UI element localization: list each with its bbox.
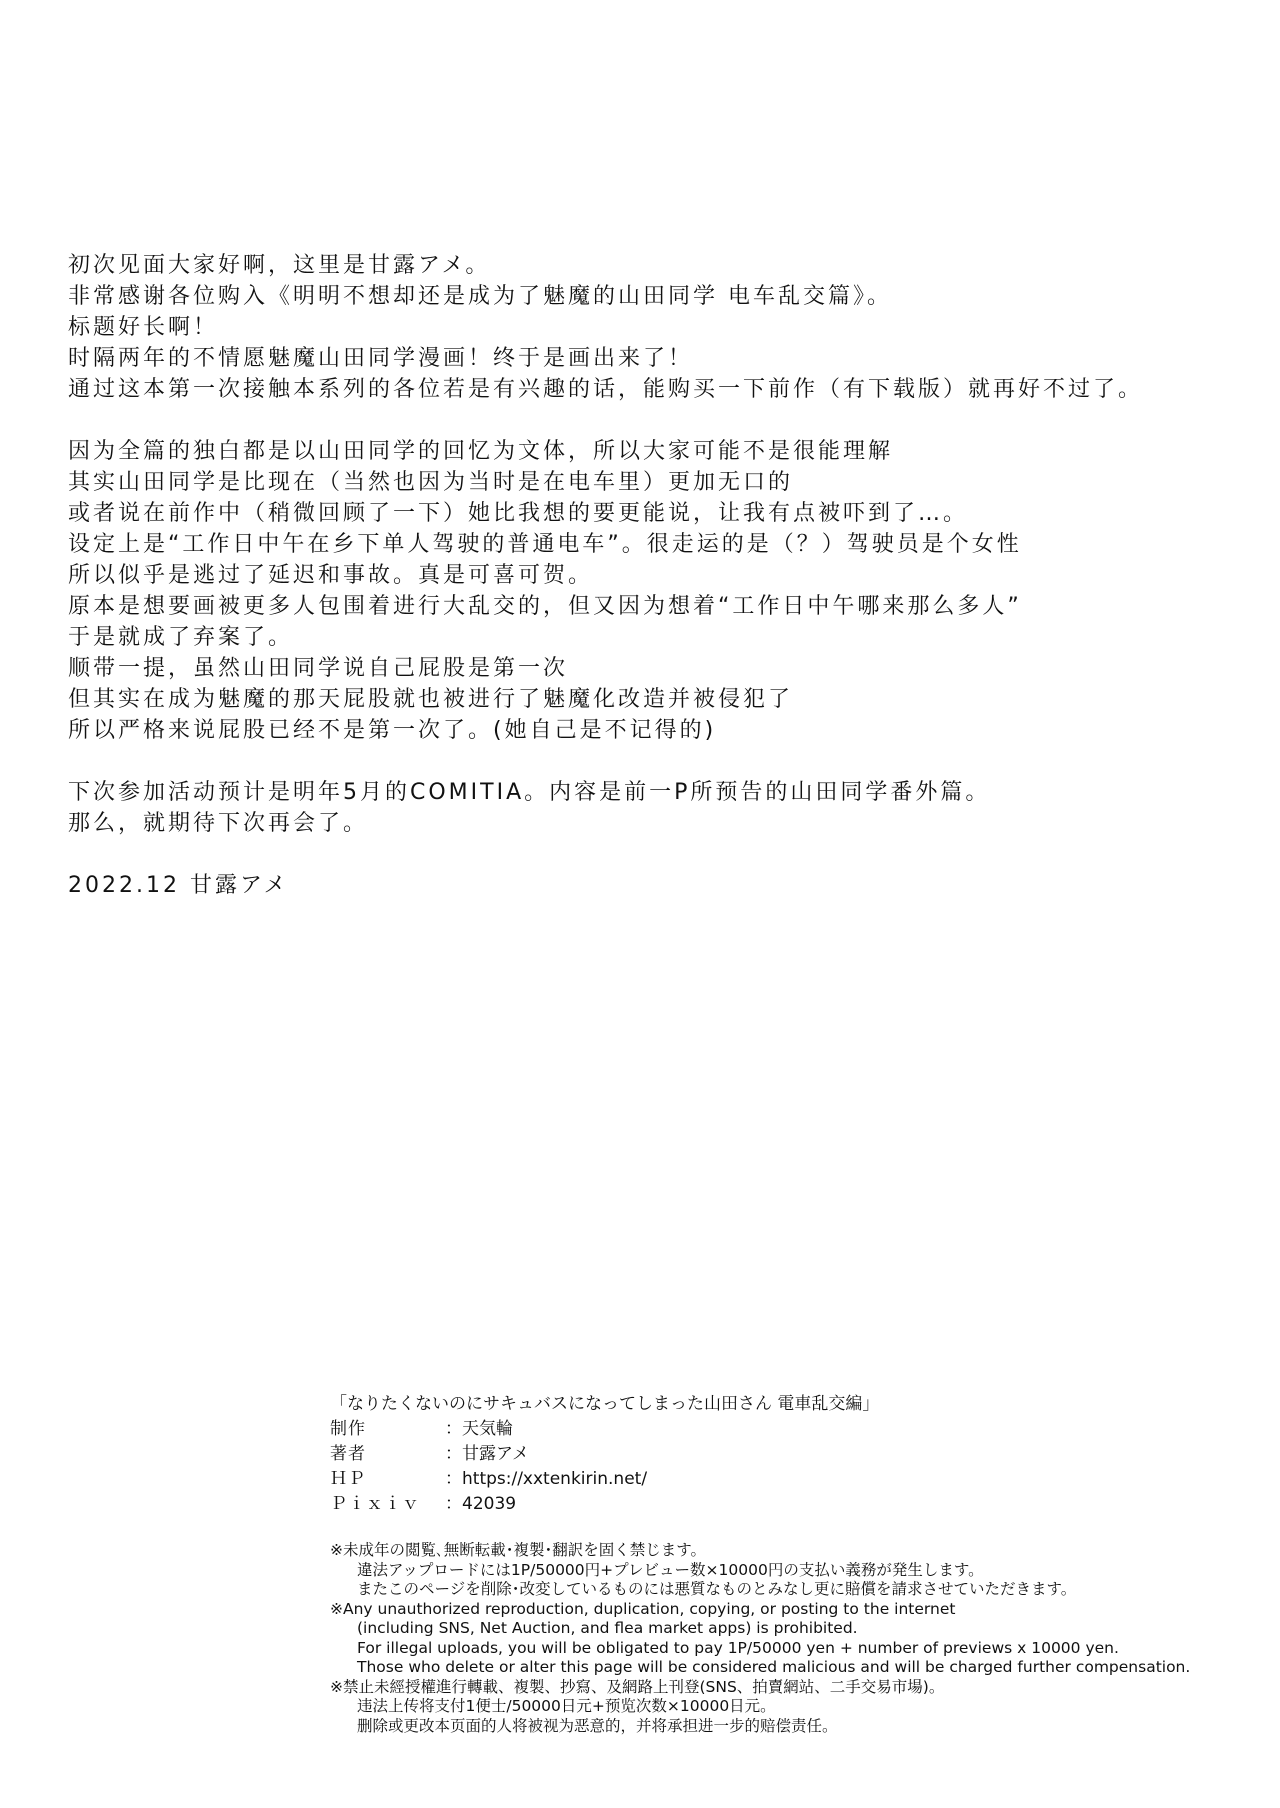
afterword-paragraph-notes (68, 436, 1248, 746)
text-line: 于是就成了弃案了。 (68, 625, 294, 650)
notice-line: For illegal uploads, you will be obligated to pay 1P/50000 yen + number of previews x 10000 yen. (357, 1638, 1119, 1657)
credit-row-author (330, 1442, 1250, 1467)
text-line: 初次见面大家好啊，这里是甘露アメ。 (68, 253, 491, 278)
text-line: 所以似乎是逃过了延迟和事故。真是可喜可贺。 (68, 563, 594, 588)
credit-label: Ｐｉｘｉｖ (330, 1494, 420, 1514)
credit-label: ＨＰ (330, 1469, 366, 1489)
notice-english (330, 1600, 1250, 1678)
text-line: 所以严格来说屁股已经不是第一次了。(她自己是不记得的) (68, 718, 717, 743)
signature-text: 2022.12 甘露アメ (68, 873, 289, 898)
book-title: 「なりたくないのにサキュバスになってしまった山田さん 電車乱交編」 (330, 1394, 880, 1414)
credit-row-homepage (330, 1467, 1250, 1492)
text-line: 标题好长啊！ (68, 315, 219, 340)
credit-value: ：https://xxtenkirin.net/ (445, 1469, 648, 1489)
notice-line: またこのページを削除･改変しているものには悪質なものとみなし更に賠償を請求させていただきます。 (357, 1580, 1077, 1598)
credit-label: 著者 (330, 1444, 366, 1464)
notice-line: 違法アップロードには1P/50000円+プレビュー数×10000円の支払い義務が発生します。 (357, 1560, 984, 1579)
credit-value: ：天気輪 (445, 1419, 513, 1439)
text-line: 其实山田同学是比现在（当然也因为当时是在电车里）更加无口的 (68, 470, 794, 495)
credit-value: ：42039 (445, 1494, 517, 1514)
text-line: 因为全篇的独白都是以山田同学的回忆为文体，所以大家可能不是很能理解 (68, 439, 894, 464)
text-line: 或者说在前作中（稍微回顾了一下）她比我想的要更能说，让我有点被吓到了…。 (68, 501, 969, 526)
text-line: 设定上是“工作日中午在乡下单人驾驶的普通电车”。很走运的是（？）驾驶员是个女性 (68, 532, 1022, 557)
text-line: 时隔两年的不情愿魅魔山田同学漫画！终于是画出来了！ (68, 346, 694, 371)
text-line: 通过这本第一次接触本系列的各位若是有兴趣的话，能购买一下前作（有下载版）就再好不过了。 (68, 377, 1144, 402)
credit-label: 制作 (330, 1419, 366, 1439)
notice-line: 删除或更改本页面的人将被视为恶意的，并将承担进一步的赔偿责任。 (357, 1716, 838, 1735)
text-line: 那么，就期待下次再会了。 (68, 811, 369, 836)
colophon (330, 1392, 1250, 1736)
credit-row-pixiv (330, 1492, 1250, 1517)
notice-japanese (330, 1541, 1250, 1600)
credits-list (330, 1417, 1250, 1517)
credit-row-production (330, 1417, 1250, 1442)
notice-head: ※禁止未經授權進行轉載、複製、抄寫、及網路上刊登(SNS、拍賣網站、二手交易市場)。 (330, 1677, 945, 1696)
afterword-signature (68, 870, 1248, 901)
notice-line: Those who delete or alter this page will be considered malicious and will be charged further compensation. (357, 1658, 1191, 1676)
notice-head: ※Any unauthorized reproduction, duplication, copying, or posting to the internet (330, 1599, 956, 1618)
afterword-paragraph-greeting (68, 250, 1248, 405)
afterword-paragraph-next-event (68, 777, 1248, 839)
text-line: 但其实在成为魅魔的那天屁股就也被进行了魅魔化改造并被侵犯了 (68, 687, 794, 712)
notice-line: 违法上传将支付1便士/50000日元+预览次数×10000日元。 (357, 1697, 776, 1715)
copyright-notices (330, 1541, 1250, 1736)
text-line: 非常感谢各位购入《明明不想却还是成为了魅魔的山田同学 电车乱交篇》。 (68, 284, 892, 309)
text-line: 原本是想要画被更多人包围着进行大乱交的，但又因为想着“工作日中午哪来那么多人” (68, 594, 1022, 619)
notice-head: ※未成年の閲覧､無断転載･複製･翻訳を固く禁じます。 (330, 1541, 706, 1559)
text-line: 下次参加活动预计是明年5月的COMITIA。内容是前一P所预告的山田同学番外篇。 (68, 780, 991, 805)
text-line: 顺带一提，虽然山田同学说自己屁股是第一次 (68, 656, 569, 681)
notice-chinese (330, 1678, 1250, 1737)
notice-line: (including SNS, Net Auction, and flea market apps) is prohibited. (357, 1619, 858, 1637)
credit-value: ：甘露アメ (445, 1444, 529, 1464)
afterword-text (68, 250, 1248, 932)
